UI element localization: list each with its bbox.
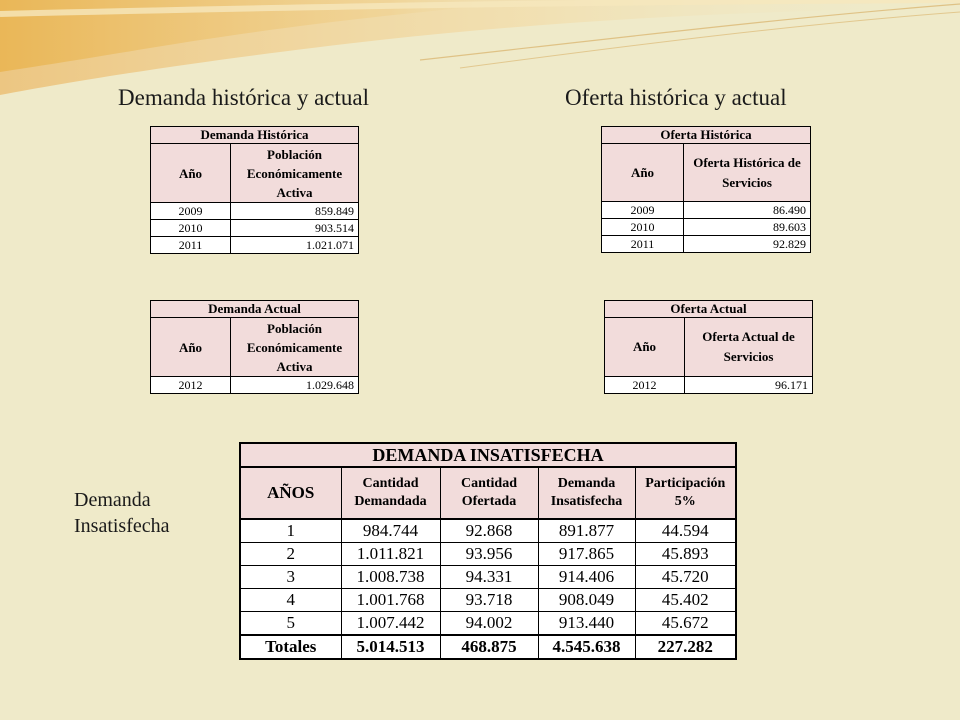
cell-cantidad-demandada: 984.744 [341,519,440,543]
table-row [151,377,359,394]
cell-value: 1.021.071 [231,237,359,254]
cell-participacion: 45.672 [635,612,736,636]
cell-value: 89.603 [684,219,811,236]
cell-cantidad-demandada: 1.011.821 [341,543,440,566]
column-header-value: Oferta Actual de Servicios [685,318,813,377]
cell-cantidad-ofertada: 94.331 [440,566,538,589]
cell-demanda-insatisfecha: 891.877 [538,519,635,543]
cell-participacion: 45.893 [635,543,736,566]
cell-year: 2012 [151,377,231,394]
cell-total-insatisfecha: 4.545.638 [538,635,635,659]
heading-line-2: Insatisfecha [74,515,170,537]
table-oferta-actual [604,300,813,394]
heading-demanda-insatisfecha [74,487,170,539]
column-header-demanda-insatisfecha: Demanda Insatisfecha [538,467,635,519]
heading-demanda-historica-actual: Demanda histórica y actual [118,85,369,110]
table-row [605,377,813,394]
cell-cantidad-demandada: 1.007.442 [341,612,440,636]
cell-year: 2012 [605,377,685,394]
column-header-year: Año [151,318,231,377]
cell-year: 2011 [602,236,684,253]
cell-value: 859.849 [231,203,359,220]
cell-cantidad-ofertada: 94.002 [440,612,538,636]
cell-participacion: 45.402 [635,589,736,612]
table-row [151,220,359,237]
cell-ano: 5 [240,612,341,636]
cell-demanda-insatisfecha: 908.049 [538,589,635,612]
heading-oferta-historica-actual: Oferta histórica y actual [565,85,787,110]
table-row [602,236,811,253]
cell-value: 1.029.648 [231,377,359,394]
column-header-participacion: Participación 5% [635,467,736,519]
table-title: Demanda Actual [151,301,359,318]
table-row-totals [240,635,736,659]
table-row [240,612,736,636]
table-title: DEMANDA INSATISFECHA [240,443,736,467]
cell-demanda-insatisfecha: 917.865 [538,543,635,566]
table-row [240,566,736,589]
column-header-value: Población Económicamente Activa [231,318,359,377]
table-oferta-historica [601,126,811,253]
table-row [602,202,811,219]
column-header-value: Oferta Histórica de Servicios [684,144,811,202]
table-row [151,203,359,220]
table-row [240,543,736,566]
cell-year: 2009 [602,202,684,219]
column-header-year: Año [151,144,231,203]
column-header-value: Población Económicamente Activa [231,144,359,203]
cell-year: 2011 [151,237,231,254]
column-header-cantidad-ofertada: Cantidad Ofertada [440,467,538,519]
cell-value: 96.171 [685,377,813,394]
table-demanda-historica [150,126,359,254]
table-row [240,519,736,543]
cell-totals-label: Totales [240,635,341,659]
cell-year: 2010 [602,219,684,236]
cell-cantidad-ofertada: 92.868 [440,519,538,543]
cell-value: 92.829 [684,236,811,253]
table-row [602,219,811,236]
cell-ano: 2 [240,543,341,566]
cell-cantidad-demandada: 1.008.738 [341,566,440,589]
cell-year: 2009 [151,203,231,220]
cell-total-participacion: 227.282 [635,635,736,659]
cell-value: 903.514 [231,220,359,237]
cell-value: 86.490 [684,202,811,219]
table-demanda-insatisfecha [239,442,737,660]
cell-cantidad-demandada: 1.001.768 [341,589,440,612]
table-title: Oferta Actual [605,301,813,318]
cell-demanda-insatisfecha: 913.440 [538,612,635,636]
column-header-anos: AÑOS [240,467,341,519]
cell-ano: 4 [240,589,341,612]
cell-participacion: 45.720 [635,566,736,589]
heading-line-1: Demanda [74,489,151,511]
cell-ano: 1 [240,519,341,543]
cell-demanda-insatisfecha: 914.406 [538,566,635,589]
table-row [240,589,736,612]
cell-cantidad-ofertada: 93.956 [440,543,538,566]
cell-participacion: 44.594 [635,519,736,543]
column-header-year: Año [605,318,685,377]
table-row [151,237,359,254]
column-header-year: Año [602,144,684,202]
cell-ano: 3 [240,566,341,589]
table-demanda-actual [150,300,359,394]
table-title: Oferta Histórica [602,127,811,144]
cell-year: 2010 [151,220,231,237]
cell-total-demandada: 5.014.513 [341,635,440,659]
column-header-cantidad-demandada: Cantidad Demandada [341,467,440,519]
table-title: Demanda Histórica [151,127,359,144]
cell-cantidad-ofertada: 93.718 [440,589,538,612]
cell-total-ofertada: 468.875 [440,635,538,659]
